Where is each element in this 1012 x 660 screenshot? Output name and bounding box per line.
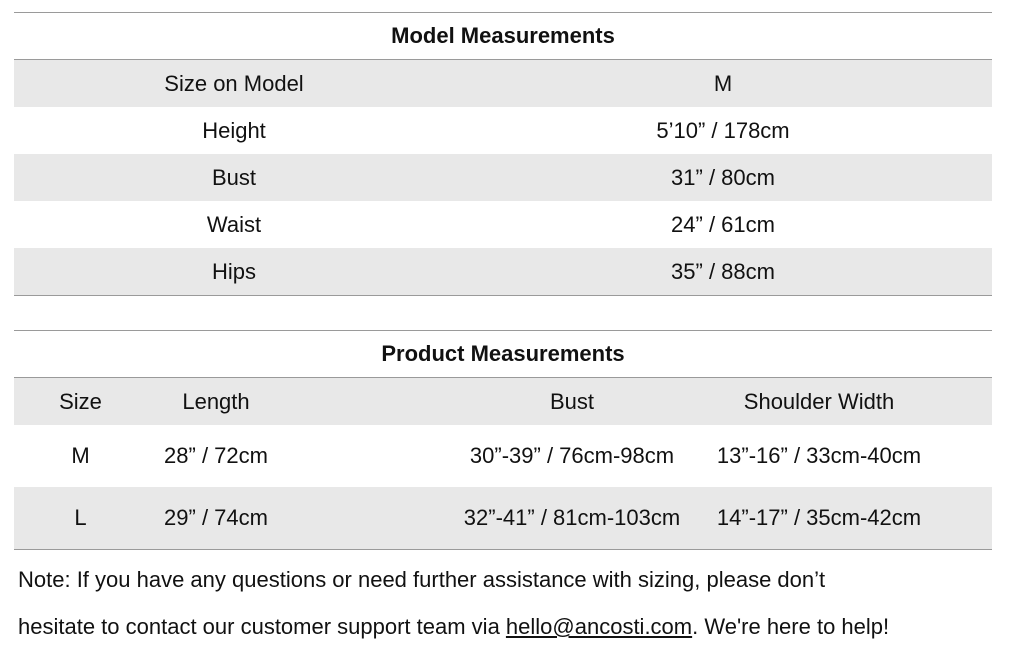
row-value: 31” / 80cm bbox=[671, 164, 775, 190]
bust-cell: 32”-41” / 81cm-103cm bbox=[463, 505, 681, 530]
column-header-length: Length bbox=[182, 388, 250, 414]
size-cell: L bbox=[74, 505, 87, 530]
model-measurements-table bbox=[14, 12, 992, 296]
row-label: Height bbox=[202, 117, 266, 143]
note-line-1: Note: If you have any questions or need further assistance with sizing, please don’t bbox=[18, 567, 826, 592]
table-row bbox=[14, 487, 992, 549]
length-cell: 29” / 74cm bbox=[164, 505, 268, 530]
bust-cell: 30”-39” / 76cm-98cm bbox=[469, 443, 675, 468]
column-header-bust: Bust bbox=[549, 388, 595, 414]
product-measurements-table bbox=[14, 330, 992, 550]
row-label: Bust bbox=[211, 164, 257, 190]
table-row bbox=[14, 60, 992, 107]
note-line-2-prefix: hesitate to contact our customer support team via bbox=[18, 614, 506, 639]
shoulder-width-cell: 13”-16” / 33cm-40cm bbox=[716, 443, 922, 468]
column-header-shoulder-width: Shoulder Width bbox=[743, 388, 895, 414]
row-label: Hips bbox=[211, 258, 256, 284]
shoulder-width-cell: 14”-17” / 35cm-42cm bbox=[716, 505, 922, 530]
sizing-note bbox=[18, 556, 998, 650]
size-cell: M bbox=[71, 443, 90, 468]
support-email-link[interactable]: hello@ancosti.com bbox=[505, 614, 693, 639]
product-measurements-title: Product Measurements bbox=[14, 331, 992, 378]
row-label: Size on Model bbox=[164, 70, 304, 96]
model-measurements-title: Model Measurements bbox=[14, 13, 992, 60]
row-value: 5’10” / 178cm bbox=[656, 117, 790, 143]
row-value: M bbox=[713, 70, 733, 96]
table-header-row bbox=[14, 378, 992, 425]
table-row bbox=[14, 154, 992, 201]
row-value: 24” / 61cm bbox=[671, 211, 775, 237]
table-row bbox=[14, 248, 992, 295]
row-label: Waist bbox=[206, 211, 262, 237]
table-row bbox=[14, 107, 992, 154]
length-cell: 28” / 72cm bbox=[164, 443, 268, 468]
table-row bbox=[14, 425, 992, 487]
row-value: 35” / 88cm bbox=[671, 258, 775, 284]
note-line-2 bbox=[18, 603, 998, 650]
column-header-size: Size bbox=[59, 388, 102, 414]
note-line-2-suffix: . We're here to help! bbox=[692, 614, 890, 639]
table-row bbox=[14, 201, 992, 248]
